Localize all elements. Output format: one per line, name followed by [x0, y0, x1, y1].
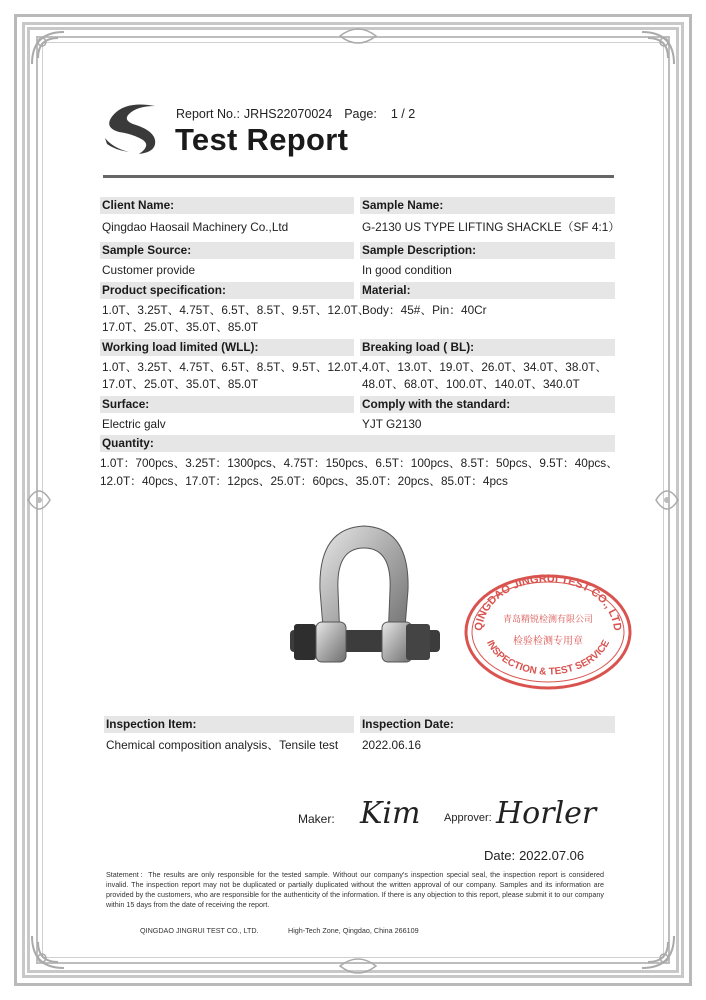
wll-line2: 17.0T、25.0T、35.0T、85.0T [102, 377, 259, 391]
quantity-label: Quantity: [100, 435, 615, 452]
sample-name-value: G-2130 US TYPE LIFTING SHACKLE（SF 4:1） [362, 220, 621, 234]
product-spec-label: Product specification: [100, 282, 354, 299]
side-ornament-icon [24, 480, 54, 520]
inspection-item-value: Chemical composition analysis、Tensile test [106, 738, 339, 752]
product-spec-line2: 17.0T、25.0T、35.0T、85.0T [102, 320, 259, 334]
sample-description-value: In good condition [362, 263, 452, 277]
company-logo-icon [103, 98, 165, 156]
corner-ornament-icon [28, 932, 68, 972]
bottom-ornament-icon [338, 954, 378, 978]
breaking-load-line2: 48.0T、68.0T、100.0T、140.0T、340.0T [362, 377, 580, 391]
date-value: 2022.07.06 [519, 848, 585, 863]
corner-ornament-icon [638, 932, 678, 972]
stamp-chinese-bottom: 检验检测专用章 [513, 636, 583, 647]
report-number-line [176, 107, 419, 121]
corner-ornament-icon [638, 28, 678, 68]
approver-label: Approver: [444, 812, 492, 824]
stamp-bottom-text: INSPECTION & TEST SERVICE [484, 638, 612, 678]
page-value: 1 / 2 [390, 107, 416, 121]
inspection-date-label: Inspection Date: [360, 716, 615, 733]
inspection-date-value: 2022.06.16 [362, 738, 422, 752]
shackle-photo [284, 520, 444, 690]
quantity-line1: 1.0T：700pcs、3.25T：1300pcs、4.75T：150pcs、6.5T：100pcs、8.5T：50pcs、9.5T：40pcs、 [100, 456, 618, 470]
surface-value: Electric galv [102, 417, 166, 431]
report-no-label: Report No.: [176, 107, 240, 121]
page-title: Test Report [175, 122, 349, 157]
sample-source-label: Sample Source: [100, 242, 354, 259]
product-spec-line1: 1.0T、3.25T、4.75T、6.5T、8.5T、9.5T、12.0T、 [102, 303, 370, 317]
client-name-label: Client Name: [100, 197, 354, 214]
approver-signature: Horler [496, 796, 597, 831]
sample-description-label: Sample Description: [360, 242, 615, 259]
report-no-value: JRHS22070024 [243, 107, 333, 121]
corner-ornament-icon [28, 28, 68, 68]
breaking-load-label: Breaking load ( BL): [360, 339, 615, 356]
quantity-line2: 12.0T：40pcs、17.0T：12pcs、25.0T：60pcs、35.0T：20pcs、85.0T：4pcs [100, 474, 508, 488]
standard-label: Comply with the standard: [360, 396, 615, 413]
client-name-value: Qingdao Haosail Machinery Co.,Ltd [102, 220, 289, 234]
wll-line1: 1.0T、3.25T、4.75T、6.5T、8.5T、9.5T、12.0T、 [102, 360, 370, 374]
breaking-load-line1: 4.0T、13.0T、19.0T、26.0T、34.0T、38.0T、 [362, 360, 608, 374]
sample-name-label: Sample Name: [360, 197, 615, 214]
surface-label: Surface: [100, 396, 354, 413]
sample-source-value: Customer provide [102, 263, 196, 277]
stamp-chinese-top: 青岛精锐检测有限公司 [502, 615, 594, 625]
date-label: Date: [484, 848, 516, 863]
side-ornament-icon [652, 480, 682, 520]
material-value: Body：45#、Pin：40Cr [362, 303, 487, 317]
standard-value: YJT G2130 [362, 417, 422, 431]
material-label: Material: [360, 282, 615, 299]
maker-signature: Kim [360, 796, 421, 831]
page-label: Page: [344, 107, 377, 121]
top-ornament-icon [338, 24, 378, 48]
wll-label: Working load limited (WLL): [100, 339, 354, 356]
maker-label: Maker: [298, 812, 335, 826]
footer-address: High-Tech Zone, Qingdao, China 266109 [288, 926, 419, 935]
inspection-seal-stamp [462, 570, 634, 690]
report-date [484, 848, 588, 863]
statement-text: Statement：The results are only responsible for the tested sample. Without our company's inspection special seal, the inspection report is considered invalid. The inspection report may not be duplicated or partially duplicated without the written approval of our company. Samples and its information are provided by the customers, who are responsible for the authenticity of the information. If there is any objection to this report, please submit it to our company within 15 days from the date of receiving the report. [106, 870, 604, 909]
header-divider [103, 175, 614, 178]
inspection-item-label: Inspection Item: [104, 716, 354, 733]
footer-company: QINGDAO JINGRUI TEST CO., LTD. [140, 926, 259, 935]
stamp-outer-text: QINGDAO JINGRUI TEST CO., LTD [472, 572, 624, 632]
